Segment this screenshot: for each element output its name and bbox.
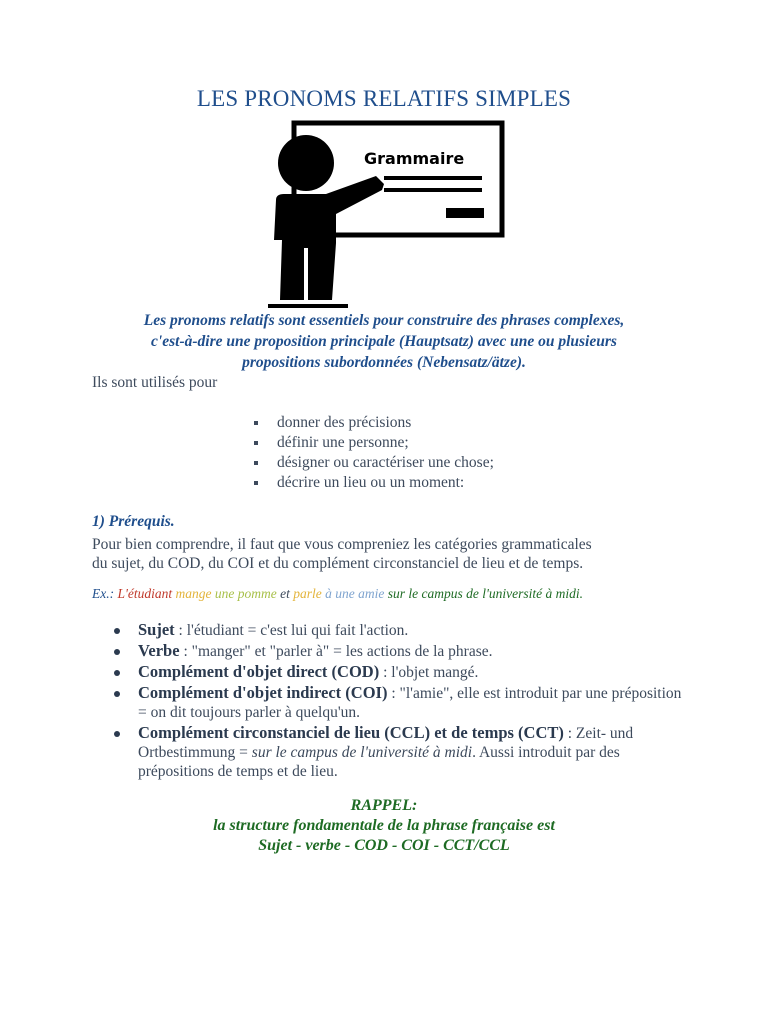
- list-item: Sujet : l'étudiant = c'est lui qui fait l'action.: [112, 620, 692, 640]
- rappel-line: la structure fondamentale de la phrase française est: [213, 817, 555, 834]
- square-bullet-icon: [254, 481, 258, 485]
- list-item: décrire un lieu ou un moment:: [252, 473, 494, 493]
- list-item: donner des précisions: [252, 413, 494, 433]
- list-item: Complément circonstanciel de lieu (CCL) et de temps (CCT) : Zeit- und Ortbestimmung = sur le campus de l'université à midi. Aussi introduit par des prépositions de temps et de lieu.: [112, 723, 692, 781]
- section-paragraph: Pour bien comprendre, il faut que vous compreniez les catégories grammaticales du sujet, du COD, du COI et du complément circonstanciel de lieu et de temps.: [92, 536, 592, 572]
- bullet-dot-icon: [114, 670, 120, 676]
- example-subject: L'étudiant: [117, 586, 173, 601]
- rappel-box: [0, 796, 768, 856]
- example-verb: parle: [293, 586, 322, 601]
- example-conj: et: [280, 586, 290, 601]
- example-cod: une pomme: [214, 586, 277, 601]
- example-sentence: [92, 586, 583, 602]
- list-item: Verbe : "manger" et "parler à" = les actions de la phrase.: [112, 641, 692, 661]
- list-item: définir une personne;: [252, 433, 494, 453]
- page-title: LES PRONOMS RELATIFS SIMPLES: [196, 86, 572, 111]
- intro-line: c'est-à-dire une proposition principale (Hauptsatz) avec une ou plusieurs: [151, 333, 617, 350]
- bullet-dot-icon: [114, 628, 120, 634]
- list-item: Complément d'objet direct (COD) : l'objet mangé.: [112, 662, 692, 682]
- usage-list: [252, 413, 494, 493]
- square-bullet-icon: [254, 421, 258, 425]
- example-prefix: Ex.:: [92, 586, 118, 601]
- intro-line: propositions subordonnées (Nebensatz/ätze).: [242, 354, 526, 371]
- teacher-at-board-icon: [264, 118, 509, 312]
- bullet-dot-icon: [114, 691, 120, 697]
- example-coi: à une amie: [325, 586, 385, 601]
- intro-line: Les pronoms relatifs sont essentiels pour construire des phrases complexes,: [143, 312, 625, 329]
- intro-paragraph: [92, 310, 676, 373]
- example-verb: mange: [175, 586, 212, 601]
- list-item: Complément d'objet indirect (COI) : "l'amie", elle est introduit par une préposition = on dit toujours parler à quelqu'un.: [112, 683, 692, 722]
- board-label: Grammaire: [364, 149, 465, 168]
- usage-intro: Ils sont utilisés pour: [92, 374, 218, 391]
- rappel-line: Sujet - verbe - COD - COI - CCT/CCL: [258, 837, 510, 854]
- square-bullet-icon: [254, 441, 258, 445]
- square-bullet-icon: [254, 461, 258, 465]
- terms-list: [112, 620, 692, 782]
- list-item: désigner ou caractériser une chose;: [252, 453, 494, 473]
- bullet-dot-icon: [114, 649, 120, 655]
- rappel-heading: RAPPEL:: [350, 797, 418, 814]
- bullet-dot-icon: [114, 731, 120, 737]
- example-cc: sur le campus de l'université à midi.: [387, 586, 583, 601]
- section-heading: 1) Prérequis.: [92, 513, 175, 530]
